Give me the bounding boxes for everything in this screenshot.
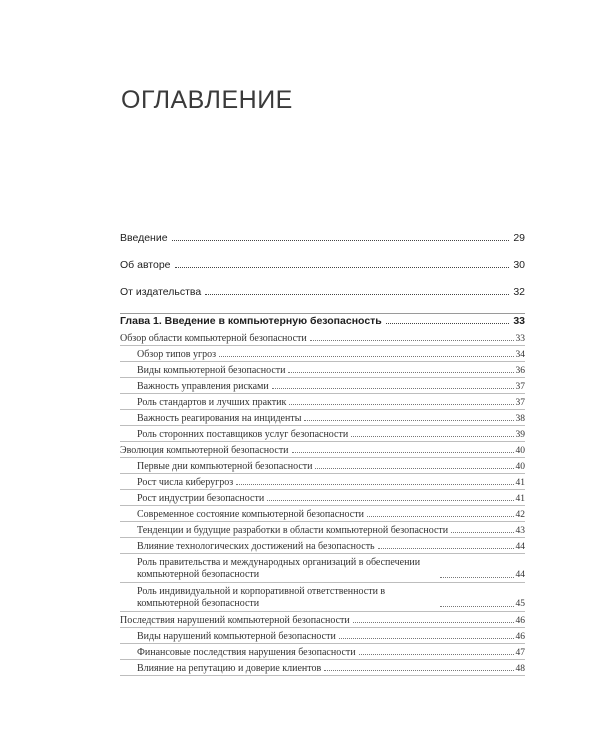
dot-leader [339, 638, 514, 639]
dot-leader [304, 420, 513, 421]
toc-section-page: 40 [515, 446, 525, 456]
toc-subsection[interactable] [120, 660, 525, 676]
toc-subsection-label: Первые дни компьютерной безопасности [137, 461, 313, 472]
toc-entry-label: От издательства [120, 286, 202, 298]
toc-section-label: Эволюция компьютерной безопасности [120, 445, 289, 456]
toc-subsection[interactable] [120, 538, 525, 554]
toc-subsection[interactable] [120, 506, 525, 522]
dot-leader [288, 372, 513, 373]
dot-leader [324, 670, 513, 671]
dot-leader [351, 436, 513, 437]
dot-leader [219, 356, 513, 357]
toc-subsection-page: 48 [515, 664, 525, 674]
toc-subsection[interactable] [120, 426, 525, 442]
dot-leader [175, 267, 510, 268]
toc-chapter-label: Глава 1. Введение в компьютерную безопасность [120, 315, 382, 327]
toc-subsection[interactable] [120, 474, 525, 490]
toc-subsection-label: Важность реагирования на инциденты [137, 413, 302, 424]
toc-entry-label: Об авторе [120, 259, 171, 271]
toc-subsection-label: Рост индустрии безопасности [137, 493, 265, 504]
toc-section-page: 46 [515, 616, 525, 626]
toc-section-label: Обзор области компьютерной безопасности [120, 333, 307, 344]
toc-subsection-label: Важность управления рисками [137, 381, 269, 392]
toc-subsection-page: 41 [515, 478, 525, 488]
toc-subsection[interactable] [120, 346, 525, 362]
toc-subsection-page: 39 [515, 430, 525, 440]
toc-subsection[interactable] [120, 522, 525, 538]
toc-subsection[interactable] [120, 410, 525, 426]
toc-subsection-label: Современное состояние компьютерной безопасности [137, 509, 364, 520]
toc-subsection-label: Виды нарушений компьютерной безопасности [137, 631, 336, 642]
toc-subsection-label: Рост числа киберугроз [137, 477, 234, 488]
toc-section[interactable] [120, 330, 525, 346]
toc-entry-page: 30 [513, 259, 525, 271]
toc-subsection-page: 42 [515, 510, 525, 520]
toc-entry-introduction[interactable] [120, 232, 525, 247]
toc-subsection[interactable] [120, 628, 525, 644]
toc-entry-page: 32 [513, 286, 525, 298]
toc-subsection-page: 36 [515, 366, 525, 376]
dot-leader [272, 388, 514, 389]
toc-entry-page: 29 [513, 232, 525, 244]
toc-entry-about-author[interactable] [120, 259, 525, 274]
dot-leader [386, 323, 510, 324]
toc-subsection-label: Обзор типов угроз [137, 349, 217, 360]
toc-subsection-label: Роль сторонних поставщиков услуг безопасности [137, 429, 349, 440]
dot-leader [440, 606, 514, 607]
toc-chapter-page: 33 [513, 315, 525, 327]
toc-subsection-label: Финансовые последствия нарушения безопасности [137, 647, 356, 658]
toc-subsection-page: 40 [515, 462, 525, 472]
toc-subsection-page: 38 [515, 414, 525, 424]
dot-leader [440, 577, 514, 578]
toc-entry-from-publisher[interactable] [120, 286, 525, 301]
dot-leader [292, 452, 514, 453]
toc-subsection[interactable] [120, 490, 525, 506]
toc-entry-label: Введение [120, 232, 168, 244]
toc-chapter-1[interactable] [120, 315, 525, 330]
toc-subsection[interactable] [120, 554, 525, 583]
dot-leader [289, 404, 513, 405]
toc-subsection-page: 37 [515, 382, 525, 392]
toc-subsection-page: 46 [515, 632, 525, 642]
dot-leader [353, 622, 514, 623]
toc-subsection-label: Роль стандартов и лучших практик [137, 397, 287, 408]
toc-section-page: 33 [515, 334, 525, 344]
toc-section[interactable] [120, 612, 525, 628]
toc-subsection[interactable] [120, 458, 525, 474]
toc-subsection-label: Роль правительства и международных организаций в обеспечении компьютерной безопасности [137, 557, 421, 580]
toc-subsection-page: 37 [515, 398, 525, 408]
toc-subsection-label: Роль индивидуальной и корпоративной ответственности в компьютерной безопасности [137, 586, 386, 609]
dot-leader [359, 654, 514, 655]
dot-leader [451, 532, 513, 533]
toc-subsection[interactable] [120, 394, 525, 410]
dot-leader [236, 484, 513, 485]
toc-subsection-page: 44 [515, 570, 525, 580]
toc-subsection[interactable] [120, 583, 525, 612]
toc-section[interactable] [120, 442, 525, 458]
toc-section-label: Последствия нарушений компьютерной безопасности [120, 615, 350, 626]
dot-leader [367, 516, 514, 517]
toc-subsection-label: Виды компьютерной безопасности [137, 365, 286, 376]
dot-leader [172, 240, 510, 241]
chapter-divider [120, 313, 525, 314]
toc-subsection-page: 34 [515, 350, 525, 360]
table-of-contents [120, 232, 525, 676]
toc-subsection-page: 45 [515, 599, 525, 609]
dot-leader [205, 294, 509, 295]
toc-subsection[interactable] [120, 378, 525, 394]
toc-subsection-page: 43 [515, 526, 525, 536]
dot-leader [315, 468, 513, 469]
dot-leader [267, 500, 513, 501]
toc-subsection[interactable] [120, 362, 525, 378]
toc-subsection[interactable] [120, 644, 525, 660]
dot-leader [310, 340, 514, 341]
toc-subsection-label: Влияние на репутацию и доверие клиентов [137, 663, 322, 674]
toc-subsection-page: 44 [515, 542, 525, 552]
toc-subsection-page: 41 [515, 494, 525, 504]
toc-subsection-page: 47 [515, 648, 525, 658]
page-title: ОГЛАВЛЕНИЕ [121, 86, 293, 114]
toc-subsection-label: Влияние технологических достижений на безопасность [137, 541, 375, 552]
toc-subsection-label: Тенденции и будущие разработки в области компьютерной безопасности [137, 525, 449, 536]
dot-leader [378, 548, 514, 549]
